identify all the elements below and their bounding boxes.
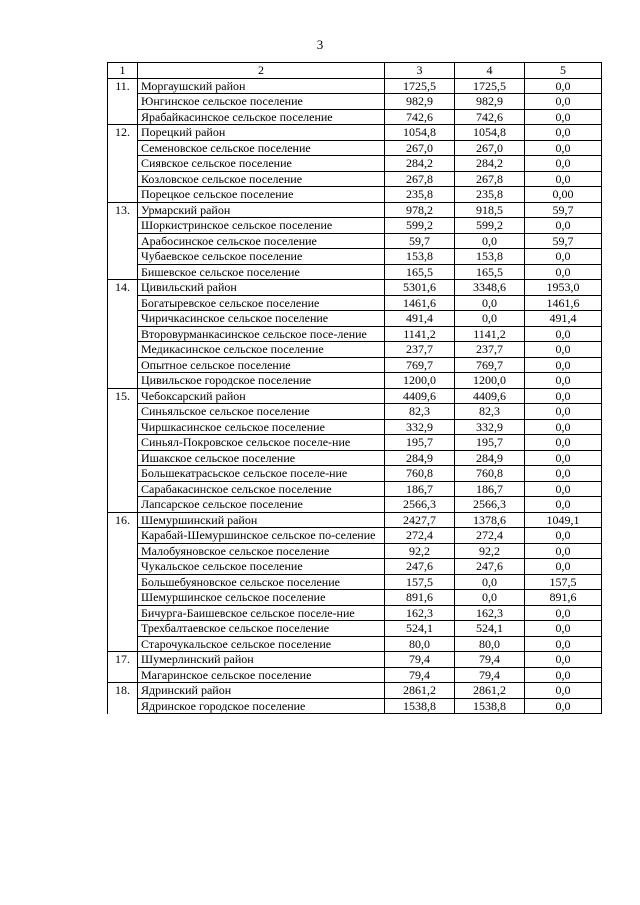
name-cell: Ишакское сельское поселение <box>138 450 385 466</box>
value-col5-cell: 0,0 <box>525 559 602 575</box>
value-col3-cell: 2566,3 <box>385 497 455 513</box>
value-col4-cell: 247,6 <box>455 559 525 575</box>
settlement-row <box>108 621 602 637</box>
value-col4-cell: 1538,8 <box>455 698 525 714</box>
name-cell: Карабай-Шемуршинское сельское по-селение <box>138 528 385 544</box>
settlement-row <box>108 109 602 125</box>
value-col3-cell: 524,1 <box>385 621 455 637</box>
settlement-row <box>108 636 602 652</box>
name-cell: Магаринское сельское поселение <box>138 667 385 683</box>
row-number-cell: 17. <box>108 652 138 668</box>
value-col5-cell: 0,0 <box>525 605 602 621</box>
settlement-row <box>108 404 602 420</box>
name-cell: Сиявское сельское поселение <box>138 156 385 172</box>
value-col3-cell: 1141,2 <box>385 326 455 342</box>
row-number-cell <box>108 218 138 234</box>
value-col4-cell: 237,7 <box>455 342 525 358</box>
row-number-cell <box>108 295 138 311</box>
value-col5-cell: 0,0 <box>525 667 602 683</box>
value-col3-cell: 235,8 <box>385 187 455 203</box>
value-col4-cell: 742,6 <box>455 109 525 125</box>
value-col4-cell: 0,0 <box>455 295 525 311</box>
value-col4-cell: 284,2 <box>455 156 525 172</box>
value-col4-cell: 267,8 <box>455 171 525 187</box>
table-header-row <box>108 63 602 79</box>
name-cell: Чукальское сельское поселение <box>138 559 385 575</box>
value-col5-cell: 491,4 <box>525 311 602 327</box>
name-cell: Ядринское городское поселение <box>138 698 385 714</box>
value-col4-cell: 1054,8 <box>455 125 525 141</box>
value-col5-cell: 0,0 <box>525 373 602 389</box>
settlement-row <box>108 249 602 265</box>
settlement-row <box>108 342 602 358</box>
value-col5-cell: 0,0 <box>525 683 602 699</box>
value-col3-cell: 4409,6 <box>385 388 455 404</box>
value-col4-cell: 92,2 <box>455 543 525 559</box>
value-col3-cell: 153,8 <box>385 249 455 265</box>
name-cell: Богатыревское сельское поселение <box>138 295 385 311</box>
settlement-row <box>108 311 602 327</box>
name-cell: Юнгинское сельское поселение <box>138 94 385 110</box>
settlement-row <box>108 435 602 451</box>
row-number-cell <box>108 543 138 559</box>
value-col5-cell: 59,7 <box>525 233 602 249</box>
district-row <box>108 202 602 218</box>
name-cell: Цивильский район <box>138 280 385 296</box>
value-col3-cell: 79,4 <box>385 652 455 668</box>
value-col3-cell: 284,2 <box>385 156 455 172</box>
value-col3-cell: 332,9 <box>385 419 455 435</box>
row-number-cell <box>108 342 138 358</box>
value-col4-cell: 0,0 <box>455 233 525 249</box>
settlement-row <box>108 171 602 187</box>
value-col4-cell: 79,4 <box>455 667 525 683</box>
value-col3-cell: 165,5 <box>385 264 455 280</box>
name-cell: Опытное сельское поселение <box>138 357 385 373</box>
value-col4-cell: 1725,5 <box>455 78 525 94</box>
value-col4-cell: 284,9 <box>455 450 525 466</box>
settlement-row <box>108 528 602 544</box>
settlement-row <box>108 419 602 435</box>
value-col5-cell: 0,0 <box>525 543 602 559</box>
value-col3-cell: 82,3 <box>385 404 455 420</box>
settlement-row <box>108 264 602 280</box>
value-col3-cell: 162,3 <box>385 605 455 621</box>
row-number-cell <box>108 574 138 590</box>
value-col4-cell: 599,2 <box>455 218 525 234</box>
value-col3-cell: 247,6 <box>385 559 455 575</box>
row-number-cell <box>108 311 138 327</box>
name-cell: Чебоксарский район <box>138 388 385 404</box>
value-col4-cell: 0,0 <box>455 311 525 327</box>
name-cell: Цивильское городское поселение <box>138 373 385 389</box>
row-number-cell: 12. <box>108 125 138 141</box>
row-number-cell <box>108 249 138 265</box>
name-cell: Чиричкасинское сельское поселение <box>138 311 385 327</box>
settlement-row <box>108 233 602 249</box>
value-col4-cell: 918,5 <box>455 202 525 218</box>
value-col5-cell: 0,0 <box>525 528 602 544</box>
value-col4-cell: 1378,6 <box>455 512 525 528</box>
name-cell: Второвурманкасинское сельское посе-ление <box>138 326 385 342</box>
value-col5-cell: 0,0 <box>525 652 602 668</box>
value-col4-cell: 2566,3 <box>455 497 525 513</box>
settlement-row <box>108 698 602 714</box>
row-number-cell <box>108 698 138 714</box>
municipal-budget-table <box>107 62 602 714</box>
name-cell: Бичурга-Баишевское сельское поселе-ние <box>138 605 385 621</box>
settlement-row <box>108 667 602 683</box>
table-body <box>108 63 602 714</box>
value-col5-cell: 1049,1 <box>525 512 602 528</box>
row-number-cell <box>108 264 138 280</box>
row-number-cell <box>108 621 138 637</box>
row-number-cell <box>108 497 138 513</box>
value-col5-cell: 0,0 <box>525 621 602 637</box>
value-col5-cell: 0,0 <box>525 388 602 404</box>
value-col4-cell: 82,3 <box>455 404 525 420</box>
row-number-cell: 11. <box>108 78 138 94</box>
value-col5-cell: 0,0 <box>525 249 602 265</box>
value-col5-cell: 891,6 <box>525 590 602 606</box>
settlement-row <box>108 543 602 559</box>
name-cell: Бишевское сельское поселение <box>138 264 385 280</box>
name-cell: Шемуршинский район <box>138 512 385 528</box>
district-row <box>108 652 602 668</box>
value-col3-cell: 92,2 <box>385 543 455 559</box>
value-col4-cell: 186,7 <box>455 481 525 497</box>
header-cell: 3 <box>385 63 455 79</box>
value-col4-cell: 0,0 <box>455 574 525 590</box>
settlement-row <box>108 326 602 342</box>
name-cell: Медикасинское сельское поселение <box>138 342 385 358</box>
value-col3-cell: 195,7 <box>385 435 455 451</box>
name-cell: Старочукальское сельское поселение <box>138 636 385 652</box>
settlement-row <box>108 605 602 621</box>
value-col4-cell: 332,9 <box>455 419 525 435</box>
value-col4-cell: 165,5 <box>455 264 525 280</box>
value-col3-cell: 267,8 <box>385 171 455 187</box>
value-col3-cell: 2427,7 <box>385 512 455 528</box>
settlement-row <box>108 481 602 497</box>
row-number-cell <box>108 528 138 544</box>
name-cell: Чиршкасинское сельское поселение <box>138 419 385 435</box>
value-col5-cell: 0,0 <box>525 636 602 652</box>
value-col3-cell: 891,6 <box>385 590 455 606</box>
value-col4-cell: 760,8 <box>455 466 525 482</box>
value-col3-cell: 2861,2 <box>385 683 455 699</box>
row-number-cell <box>108 171 138 187</box>
name-cell: Синьяльское сельское поселение <box>138 404 385 420</box>
value-col3-cell: 5301,6 <box>385 280 455 296</box>
value-col5-cell: 0,0 <box>525 698 602 714</box>
value-col4-cell: 272,4 <box>455 528 525 544</box>
value-col5-cell: 59,7 <box>525 202 602 218</box>
name-cell: Синьял-Покровское сельское поселе-ние <box>138 435 385 451</box>
value-col5-cell: 0,0 <box>525 218 602 234</box>
value-col3-cell: 760,8 <box>385 466 455 482</box>
header-cell: 4 <box>455 63 525 79</box>
settlement-row <box>108 450 602 466</box>
value-col5-cell: 1461,6 <box>525 295 602 311</box>
settlement-row <box>108 357 602 373</box>
name-cell: Моргаушский район <box>138 78 385 94</box>
district-row <box>108 512 602 528</box>
value-col4-cell: 1141,2 <box>455 326 525 342</box>
name-cell: Ядринский район <box>138 683 385 699</box>
row-number-cell <box>108 419 138 435</box>
settlement-row <box>108 295 602 311</box>
value-col3-cell: 599,2 <box>385 218 455 234</box>
value-col3-cell: 267,0 <box>385 140 455 156</box>
value-col5-cell: 0,0 <box>525 357 602 373</box>
settlement-row <box>108 140 602 156</box>
value-col3-cell: 982,9 <box>385 94 455 110</box>
value-col4-cell: 153,8 <box>455 249 525 265</box>
row-number-cell <box>108 187 138 203</box>
row-number-cell <box>108 357 138 373</box>
value-col3-cell: 1725,5 <box>385 78 455 94</box>
value-col5-cell: 0,0 <box>525 419 602 435</box>
value-col3-cell: 769,7 <box>385 357 455 373</box>
row-number-cell <box>108 559 138 575</box>
settlement-row <box>108 187 602 203</box>
row-number-cell <box>108 590 138 606</box>
row-number-cell <box>108 109 138 125</box>
name-cell: Большекатрасьское сельское поселе-ние <box>138 466 385 482</box>
value-col3-cell: 491,4 <box>385 311 455 327</box>
row-number-cell <box>108 667 138 683</box>
value-col5-cell: 0,0 <box>525 264 602 280</box>
district-row <box>108 388 602 404</box>
value-col3-cell: 1461,6 <box>385 295 455 311</box>
value-col4-cell: 79,4 <box>455 652 525 668</box>
name-cell: Сарабакасинское сельское поселение <box>138 481 385 497</box>
value-col4-cell: 1200,0 <box>455 373 525 389</box>
settlement-row <box>108 373 602 389</box>
row-number-cell <box>108 140 138 156</box>
value-col5-cell: 0,0 <box>525 435 602 451</box>
value-col3-cell: 237,7 <box>385 342 455 358</box>
row-number-cell <box>108 233 138 249</box>
value-col5-cell: 0,0 <box>525 78 602 94</box>
value-col4-cell: 3348,6 <box>455 280 525 296</box>
settlement-row <box>108 94 602 110</box>
settlement-row <box>108 574 602 590</box>
value-col5-cell: 0,0 <box>525 404 602 420</box>
name-cell: Малобуяновское сельское поселение <box>138 543 385 559</box>
name-cell: Трехбалтаевское сельское поселение <box>138 621 385 637</box>
row-number-cell: 14. <box>108 280 138 296</box>
value-col3-cell: 186,7 <box>385 481 455 497</box>
header-cell: 5 <box>525 63 602 79</box>
row-number-cell: 16. <box>108 512 138 528</box>
value-col3-cell: 978,2 <box>385 202 455 218</box>
header-cell: 2 <box>138 63 385 79</box>
row-number-cell <box>108 373 138 389</box>
row-number-cell <box>108 326 138 342</box>
value-col5-cell: 0,0 <box>525 342 602 358</box>
name-cell: Урмарский район <box>138 202 385 218</box>
district-row <box>108 78 602 94</box>
row-number-cell <box>108 404 138 420</box>
name-cell: Козловское сельское поселение <box>138 171 385 187</box>
value-col4-cell: 0,0 <box>455 590 525 606</box>
name-cell: Шемуршинское сельское поселение <box>138 590 385 606</box>
value-col5-cell: 0,0 <box>525 140 602 156</box>
name-cell: Порецкий район <box>138 125 385 141</box>
value-col3-cell: 742,6 <box>385 109 455 125</box>
value-col4-cell: 195,7 <box>455 435 525 451</box>
value-col3-cell: 79,4 <box>385 667 455 683</box>
settlement-row <box>108 497 602 513</box>
value-col5-cell: 157,5 <box>525 574 602 590</box>
value-col4-cell: 162,3 <box>455 605 525 621</box>
value-col4-cell: 4409,6 <box>455 388 525 404</box>
value-col3-cell: 272,4 <box>385 528 455 544</box>
value-col4-cell: 2861,2 <box>455 683 525 699</box>
value-col3-cell: 1200,0 <box>385 373 455 389</box>
row-number-cell <box>108 481 138 497</box>
settlement-row <box>108 590 602 606</box>
name-cell: Большебуяновское сельское поселение <box>138 574 385 590</box>
value-col3-cell: 59,7 <box>385 233 455 249</box>
name-cell: Лапсарское сельское поселение <box>138 497 385 513</box>
name-cell: Семеновское сельское поселение <box>138 140 385 156</box>
value-col5-cell: 1953,0 <box>525 280 602 296</box>
row-number-cell <box>108 605 138 621</box>
value-col3-cell: 157,5 <box>385 574 455 590</box>
row-number-cell <box>108 94 138 110</box>
name-cell: Арабосинское сельское поселение <box>138 233 385 249</box>
value-col5-cell: 0,0 <box>525 156 602 172</box>
row-number-cell <box>108 466 138 482</box>
value-col4-cell: 769,7 <box>455 357 525 373</box>
value-col5-cell: 0,00 <box>525 187 602 203</box>
value-col4-cell: 524,1 <box>455 621 525 637</box>
row-number-cell <box>108 450 138 466</box>
value-col5-cell: 0,0 <box>525 497 602 513</box>
row-number-cell: 13. <box>108 202 138 218</box>
value-col5-cell: 0,0 <box>525 109 602 125</box>
name-cell: Ярабайкасинское сельское поселение <box>138 109 385 125</box>
value-col5-cell: 0,0 <box>525 125 602 141</box>
value-col3-cell: 80,0 <box>385 636 455 652</box>
settlement-row <box>108 218 602 234</box>
value-col4-cell: 267,0 <box>455 140 525 156</box>
name-cell: Порецкое сельское поселение <box>138 187 385 203</box>
value-col5-cell: 0,0 <box>525 326 602 342</box>
district-row <box>108 280 602 296</box>
value-col3-cell: 1054,8 <box>385 125 455 141</box>
header-cell: 1 <box>108 63 138 79</box>
district-row <box>108 683 602 699</box>
settlement-row <box>108 466 602 482</box>
row-number-cell: 18. <box>108 683 138 699</box>
value-col4-cell: 982,9 <box>455 94 525 110</box>
value-col5-cell: 0,0 <box>525 450 602 466</box>
row-number-cell: 15. <box>108 388 138 404</box>
name-cell: Чубаевское сельское поселение <box>138 249 385 265</box>
settlement-row <box>108 156 602 172</box>
value-col5-cell: 0,0 <box>525 466 602 482</box>
row-number-cell <box>108 636 138 652</box>
value-col5-cell: 0,0 <box>525 94 602 110</box>
row-number-cell <box>108 156 138 172</box>
value-col3-cell: 284,9 <box>385 450 455 466</box>
value-col5-cell: 0,0 <box>525 481 602 497</box>
row-number-cell <box>108 435 138 451</box>
value-col3-cell: 1538,8 <box>385 698 455 714</box>
district-row <box>108 125 602 141</box>
value-col4-cell: 80,0 <box>455 636 525 652</box>
name-cell: Шоркистринское сельское поселение <box>138 218 385 234</box>
name-cell: Шумерлинский район <box>138 652 385 668</box>
settlement-row <box>108 559 602 575</box>
value-col4-cell: 235,8 <box>455 187 525 203</box>
page-number: 3 <box>316 37 324 52</box>
value-col5-cell: 0,0 <box>525 171 602 187</box>
